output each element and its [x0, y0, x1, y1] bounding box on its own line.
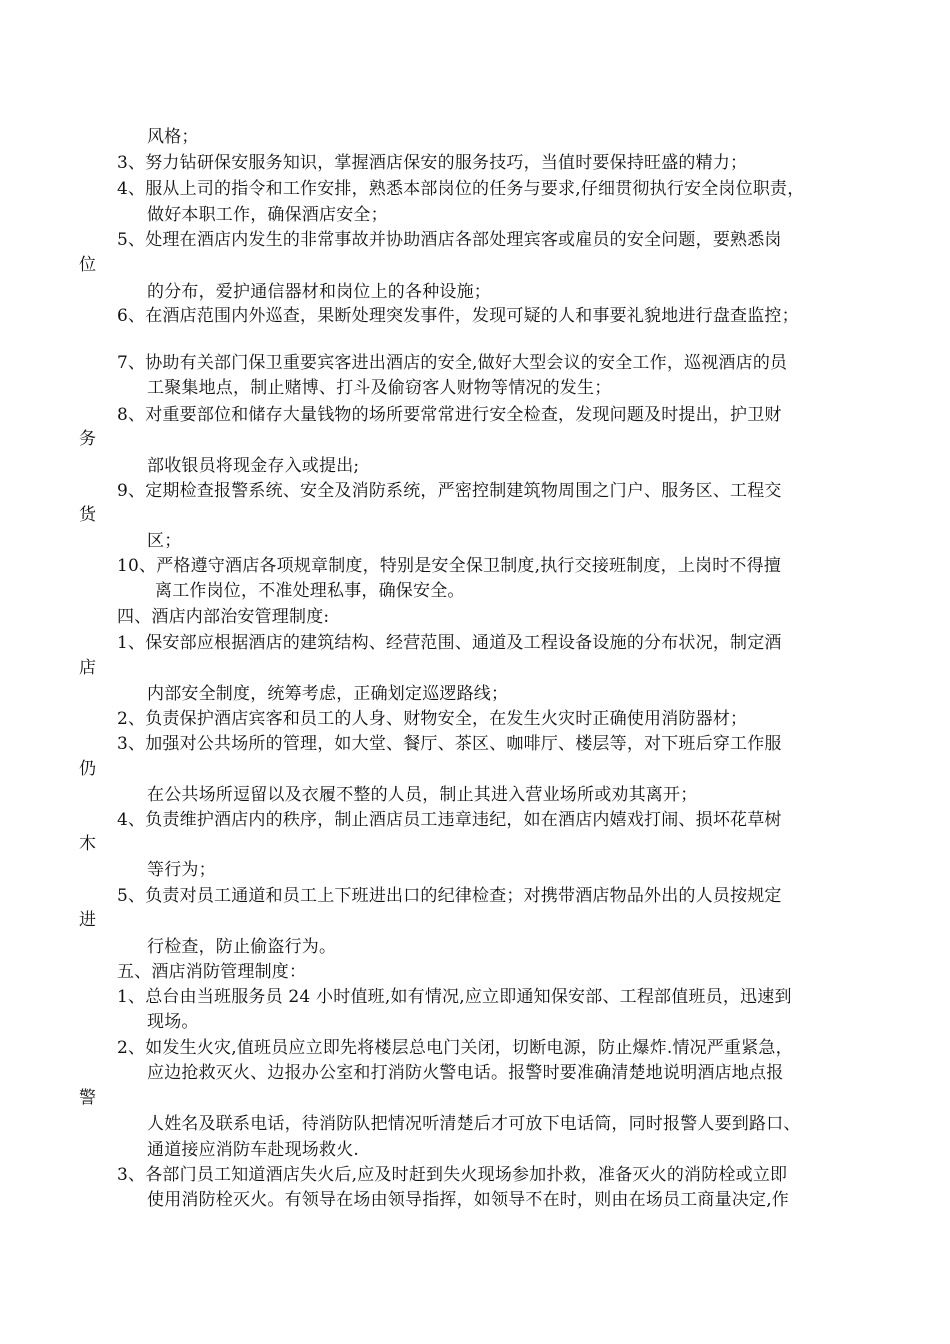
text-line-12: 务 — [79, 429, 97, 449]
text-line-15: 货 — [79, 505, 97, 525]
text-line-28: 木 — [79, 834, 97, 854]
text-line-38: 警 — [79, 1088, 97, 1108]
text-line-07: 的分布，爱护通信器材和岗位上的各种设施； — [147, 282, 491, 302]
text-line-03: 4、服从上司的指令和工作安排，熟悉本部岗位的任务与要求,仔细贯彻执行安全岗位职责， — [117, 179, 805, 199]
text-line-30: 5、负责对员工通道和员工上下班进出口的纪律检查；对携带酒店物品外出的人员按规定 — [117, 886, 782, 906]
text-line-16: 区； — [147, 531, 182, 551]
text-line-29: 等行为； — [147, 860, 216, 880]
text-line-10: 工聚集地点，制止赌博、打斗及偷窃客人财物等情况的发生； — [147, 378, 612, 398]
text-line-06: 位 — [79, 255, 97, 275]
text-line-39: 人姓名及联系电话，待消防队把情况听清楚后才可放下电话筒，同时报警人要到路口、 — [147, 1114, 801, 1134]
text-line-09: 7、协助有关部门保卫重要宾客进出酒店的安全,做好大型会议的安全工作，巡视酒店的员 — [117, 353, 788, 373]
text-line-40: 通道接应消防车赴现场救火. — [147, 1140, 360, 1160]
text-line-33: 五、酒店消防管理制度： — [117, 962, 307, 982]
text-line-27: 4、负责维护酒店内的秩序，制止酒店员工违章违纪，如在酒店内嬉戏打闹、损坏花草树 — [117, 810, 782, 830]
text-line-13: 部收银员将现金存入或提出; — [147, 456, 360, 476]
text-line-22: 内部安全制度，统筹考虑，正确划定巡逻路线； — [147, 684, 509, 704]
text-line-37: 应边抢救灭火、边报办公室和打消防火警电话。报警时要准确清楚地说明酒店地点报 — [147, 1063, 784, 1083]
text-line-21: 店 — [79, 658, 97, 678]
text-line-25: 仍 — [79, 759, 97, 779]
text-line-02: 3、努力钻研保安服务知识，掌握酒店保安的服务技巧，当值时要保持旺盛的精力； — [117, 153, 748, 173]
text-line-20: 1、保安部应根据酒店的建筑结构、经营范围、通道及工程设备设施的分布状况，制定酒 — [117, 633, 782, 653]
text-line-31: 进 — [79, 910, 97, 930]
text-line-18: 离工作岗位，不准处理私事，确保安全。 — [155, 581, 465, 601]
text-line-05: 5、处理在酒店内发生的非常事故并协助酒店各部处理宾客或雇员的安全问题，要熟悉岗 — [117, 230, 782, 250]
text-line-35: 现场。 — [147, 1012, 199, 1032]
text-line-14: 9、定期检查报警系统、安全及消防系统，严密控制建筑物周围之门户、服务区、工程交 — [117, 481, 782, 501]
text-line-23: 2、负责保护酒店宾客和员工的人身、财物安全，在发生火灾时正确使用消防器材； — [117, 709, 748, 729]
text-line-17: 10、严格遵守酒店各项规章制度，特别是安全保卫制度,执行交接班制度，上岗时不得擅 — [117, 556, 782, 576]
text-line-26: 在公共场所逗留以及衣履不整的人员，制止其进入营业场所或劝其离开； — [147, 785, 698, 805]
text-line-04: 做好本职工作，确保酒店安全； — [147, 205, 388, 225]
text-line-36: 2、如发生火灾,值班员应立即先将楼层总电门关闭，切断电源，防止爆炸.情况严重紧急， — [117, 1038, 793, 1058]
text-line-32: 行检查，防止偷盗行为。 — [147, 937, 337, 957]
text-line-08: 6、在酒店范围内外巡查，果断处理突发事件，发现可疑的人和事要礼貌地进行盘查监控； — [117, 306, 799, 326]
text-line-34: 1、总台由当班服务员 24 小时值班,如有情况,应立即通知保安部、工程部值班员，迅速到 — [117, 987, 792, 1007]
text-line-42: 使用消防栓灭火。有领导在场由领导指挥，如领导不在时，则由在场员工商量决定,作 — [147, 1190, 790, 1210]
text-line-01: 风格； — [147, 127, 199, 147]
text-line-24: 3、加强对公共场所的管理，如大堂、餐厅、茶区、咖啡厅、楼层等，对下班后穿工作服 — [117, 734, 782, 754]
text-line-19: 四、酒店内部治安管理制度: — [117, 607, 330, 627]
text-line-41: 3、各部门员工知道酒店失火后,应及时赶到失火现场参加扑救，准备灭火的消防栓或立即 — [117, 1165, 788, 1185]
text-line-11: 8、对重要部位和储存大量钱物的场所要常常进行安全检查，发现问题及时提出，护卫财 — [117, 405, 782, 425]
